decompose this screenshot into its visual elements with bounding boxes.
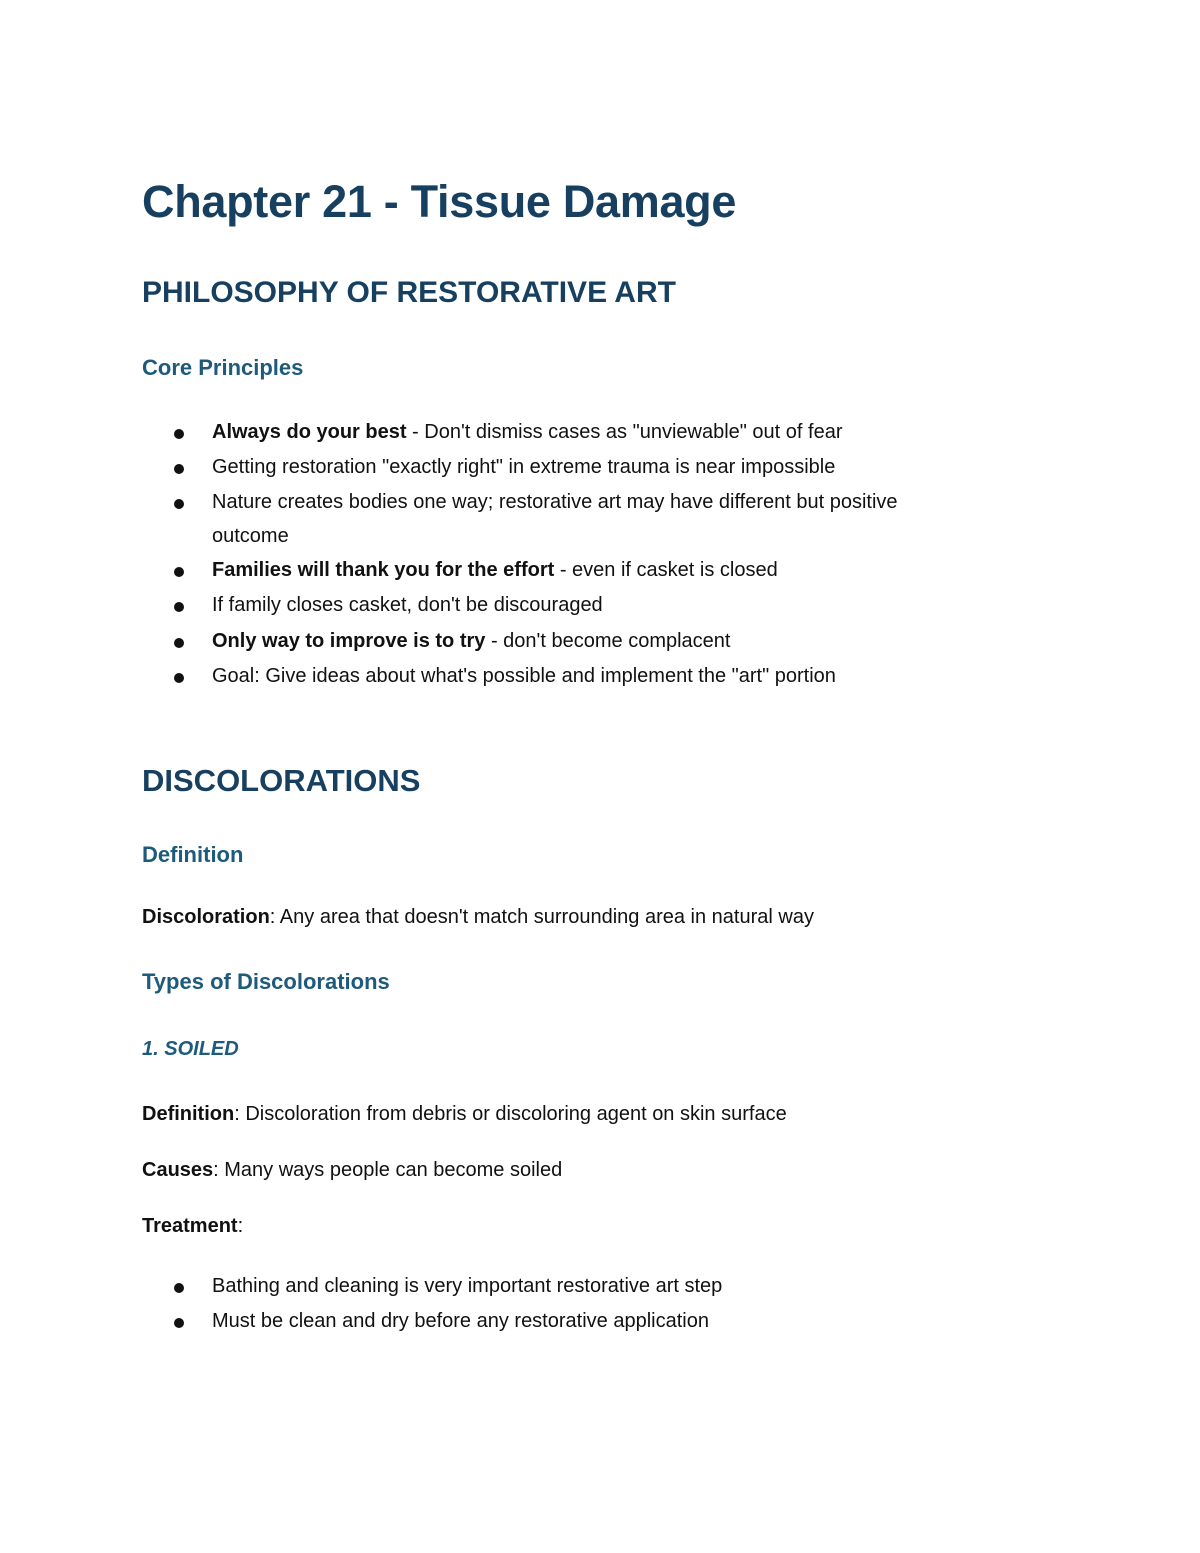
definition-paragraph: Discoloration: Any area that doesn't match surrounding area in natural way xyxy=(142,906,814,928)
soiled-definition: Definition: Discoloration from debris or discoloring agent on skin surface xyxy=(142,1103,787,1125)
subheading-soiled: 1. SOILED xyxy=(142,1038,239,1060)
bullet-dot xyxy=(174,429,184,439)
list-item: Goal: Give ideas about what's possible and implement the "art" portion xyxy=(212,665,836,687)
subheading-core-principles: Core Principles xyxy=(142,355,304,380)
bullet-dot xyxy=(174,464,184,474)
bullet-dot xyxy=(174,673,184,683)
list-item: Must be clean and dry before any restorative application xyxy=(212,1310,709,1332)
subheading-definition: Definition xyxy=(142,842,244,867)
list-item: Always do your best - Don't dismiss cases as "unviewable" out of fear xyxy=(212,421,843,443)
list-item-continuation: outcome xyxy=(212,525,289,547)
list-item: Families will thank you for the effort - even if casket is closed xyxy=(212,559,778,581)
list-item: If family closes casket, don't be discouraged xyxy=(212,594,603,616)
page-title: Chapter 21 - Tissue Damage xyxy=(142,176,737,227)
bullet-dot xyxy=(174,499,184,509)
list-item: Only way to improve is to try - don't become complacent xyxy=(212,630,731,652)
list-item: Getting restoration "exactly right" in extreme trauma is near impossible xyxy=(212,456,836,478)
soiled-treatment-label: Treatment: xyxy=(142,1215,244,1237)
section-heading-discolorations: DISCOLORATIONS xyxy=(142,763,421,798)
soiled-causes: Causes: Many ways people can become soiled xyxy=(142,1159,563,1181)
list-item: Bathing and cleaning is very important restorative art step xyxy=(212,1275,723,1297)
bullet-dot xyxy=(174,567,184,577)
bullet-dot xyxy=(174,602,184,612)
bullet-dot xyxy=(174,638,184,648)
bullet-dot xyxy=(174,1318,184,1328)
section-heading-philosophy: PHILOSOPHY OF RESTORATIVE ART xyxy=(142,276,676,309)
bullet-dot xyxy=(174,1283,184,1293)
list-item: Nature creates bodies one way; restorative art may have different but positive xyxy=(212,491,898,513)
subheading-types: Types of Discolorations xyxy=(142,969,390,994)
